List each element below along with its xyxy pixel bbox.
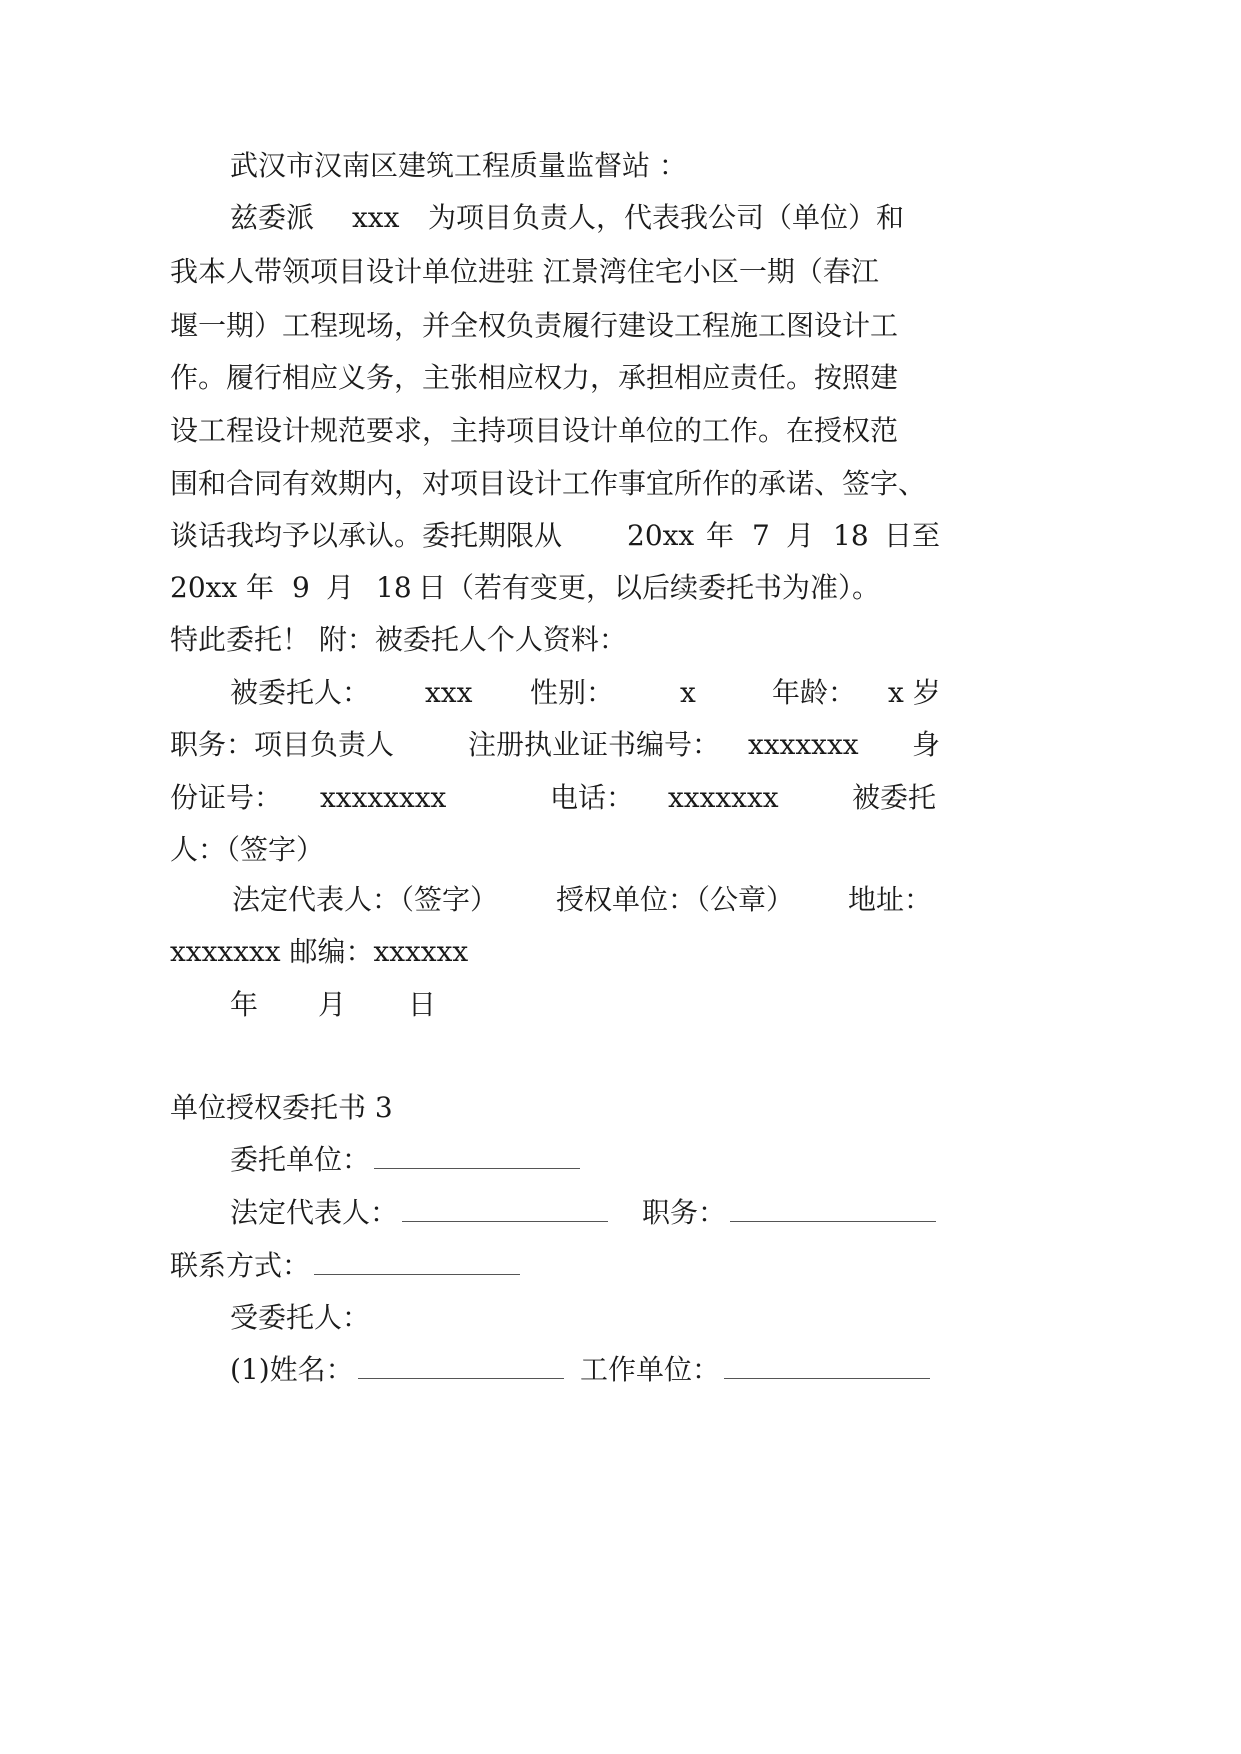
body-line-3: 堰一期）工程现场，并全权负责履行建设工程施工图设计工 (170, 309, 899, 342)
body-line-4: 作。履行相应义务，主张相应权力，承担相应责任。按照建 (170, 361, 899, 394)
info-line-6: xxxxxxx 邮编：xxxxxx (170, 935, 469, 968)
form3-title: 单位授权委托书 3 (170, 1091, 393, 1124)
body-line-5: 设工程设计规范要求，主持项目设计单位的工作。在授权范 (170, 414, 899, 447)
document-page: 武汉市汉南区建筑工程质量监督站 ： 兹委派 xxx 为项目负责人，代表我公司（单位）和 我本人带领项目设计单位进驻 江景湾住宅小区一期（春江 堰一期）工程现场，并全权负责履行建设工程施工图设计工 作。履行相应义务，主张相应权力，承担相应责任。按照建 设工程设计规范要求，主持项目设计单位的工作。在授权范 围和合同有效期内，对项目设计工作事宜所作的承诺、签字、 谈话我均予以承认。委托期限从 20xx 年 7 月 18 日至 20xx 年 9 月 18 日（若有变更，以后续委托书为准）。 特此委托！ 附：被委托人个人资料： 被委托人： xxx 性别： x 年龄： x 岁 职务：项目负责人 注册执业证书编号： xxxxxxx 身 份证号： xxxxxxxx 电话： xxxxxxx 被委托 人：（签字） 法定代表人：（签字） 授权单位：（公章） 地址： xxxxxxx 邮编：xxxxxx 年 月 日 单位授权委托书 3 委托单位： 法定代表人： 职务： 联系方式： 受委托人： (1)姓名： 工作单位： (0, 0, 1241, 1754)
contact-blank[interactable] (314, 1252, 520, 1275)
body-line-2: 我本人带领项目设计单位进驻 江景湾住宅小区一期（春江 (170, 255, 879, 288)
position-blank[interactable] (730, 1199, 936, 1222)
body-line-6: 围和合同有效期内，对项目设计工作事宜所作的承诺、签字、 (170, 467, 927, 500)
work-unit-blank[interactable] (724, 1356, 930, 1379)
addressee: 武汉市汉南区建筑工程质量监督站 ： (230, 149, 687, 182)
trustee-label: 受委托人： (230, 1301, 371, 1334)
name-blank[interactable] (358, 1356, 564, 1379)
contact-row: 联系方式： (170, 1246, 520, 1286)
legal-rep-blank[interactable] (402, 1199, 608, 1222)
info-line-4: 人：（签字） (170, 833, 325, 866)
entrust-unit-row: 委托单位： (230, 1140, 580, 1180)
body-line-9: 特此委托！ 附：被委托人个人资料： (170, 623, 627, 656)
entrust-unit-blank[interactable] (374, 1146, 580, 1169)
